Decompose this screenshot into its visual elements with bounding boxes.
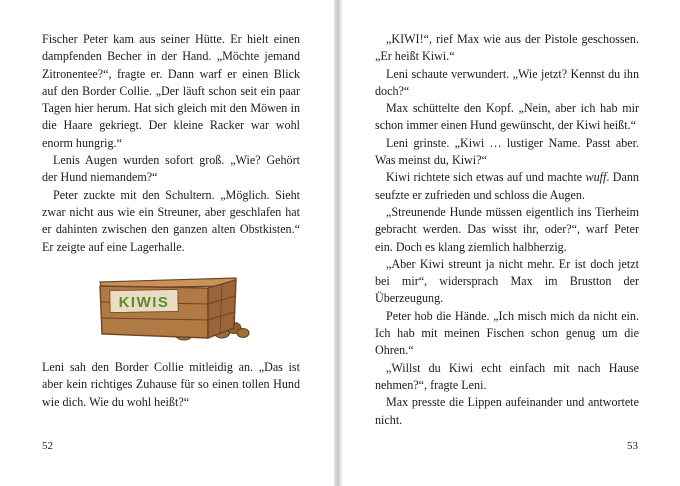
left-page-text-top: [42, 31, 300, 256]
right-page: [342, 0, 680, 486]
paragraph: Leni schaute verwundert. „Wie jetzt? Kennst du ihn doch?“: [375, 66, 639, 98]
paragraph: Max schüttelte den Kopf. „Nein, aber ich hab mir schon immer einen Hund gewünscht, der Kiwi heißt.“: [375, 101, 639, 133]
page-number-right: 53: [627, 440, 638, 452]
paragraph: „Aber Kiwi streunt ja nicht mehr. Er ist doch jetzt bei mir“, widersprach Max im Brustton der Überzeugung.: [375, 256, 639, 306]
paragraph: „Streunende Hunde müssen eigentlich ins Tierheim gebracht werden. Das wisst ihr, oder?“, warf Peter ein. Doch es klang ziemlich halbherzig.: [375, 204, 639, 254]
paragraph: Max presste die Lippen aufeinander und antwortete nicht.: [375, 395, 639, 427]
paragraph: [375, 169, 639, 204]
right-page-text: [375, 31, 639, 429]
emphasized-word: wuff: [585, 170, 607, 185]
kiwi-crate-illustration: [96, 276, 258, 344]
paragraph-segment: Kiwi richtete sich etwas auf und machte: [386, 170, 586, 185]
paragraph: Lenis Augen wurden sofort groß. „Wie? Gehört der Hund niemandem?“: [42, 153, 300, 185]
paragraph: „KIWI!“, rief Max wie aus der Pistole geschossen. „Er heißt Kiwi.“: [375, 32, 639, 64]
paragraph: Leni grinste. „Kiwi … lustiger Name. Passt aber. Was meinst du, Kiwi?“: [375, 135, 639, 168]
left-page-text-bottom: [42, 359, 300, 411]
paragraph: „Willst du Kiwi echt einfach mit nach Hause nehmen?“, fragte Leni.: [375, 360, 639, 392]
paragraph-segment: . Dann seufzte er zufrieden und schloss die Augen.: [375, 170, 639, 202]
paragraph: Fischer Peter kam aus seiner Hütte. Er hielt einen dampfenden Becher in der Hand. „Möchte jemand Zitronentee?“, fragte er. Dann warf er einen Blick auf den Border Collie. „Der läuft schon seit ein paar Tagen hier herum. Hat sich gleich mit den Möwen in die Haare gekriegt. Der kleine Racker war wohl enorm hungrig.“: [42, 32, 300, 150]
left-page: [0, 0, 334, 486]
crate-label: KIWIS: [118, 294, 170, 311]
paragraph: Leni sah den Border Collie mitleidig an. „Das ist aber kein richtiges Zuhause für so einen tollen Hund wie dich. Wie du wohl heißt?“: [42, 360, 300, 409]
page-number-left: 52: [42, 440, 53, 452]
paragraph: Peter zuckte mit den Schultern. „Möglich. Sieht zwar nicht aus wie ein Streuner, aber geschlafen hat er dahinten zwischen den ganzen alten Obstkisten.“ Er zeigte auf eine Lagerhalle.: [42, 187, 300, 254]
book-gutter: [334, 0, 342, 486]
paragraph: Peter hob die Hände. „Ich misch mich da nicht ein. Ich hab mit meinen Fischen schon genug um die Ohren.“: [375, 308, 639, 358]
